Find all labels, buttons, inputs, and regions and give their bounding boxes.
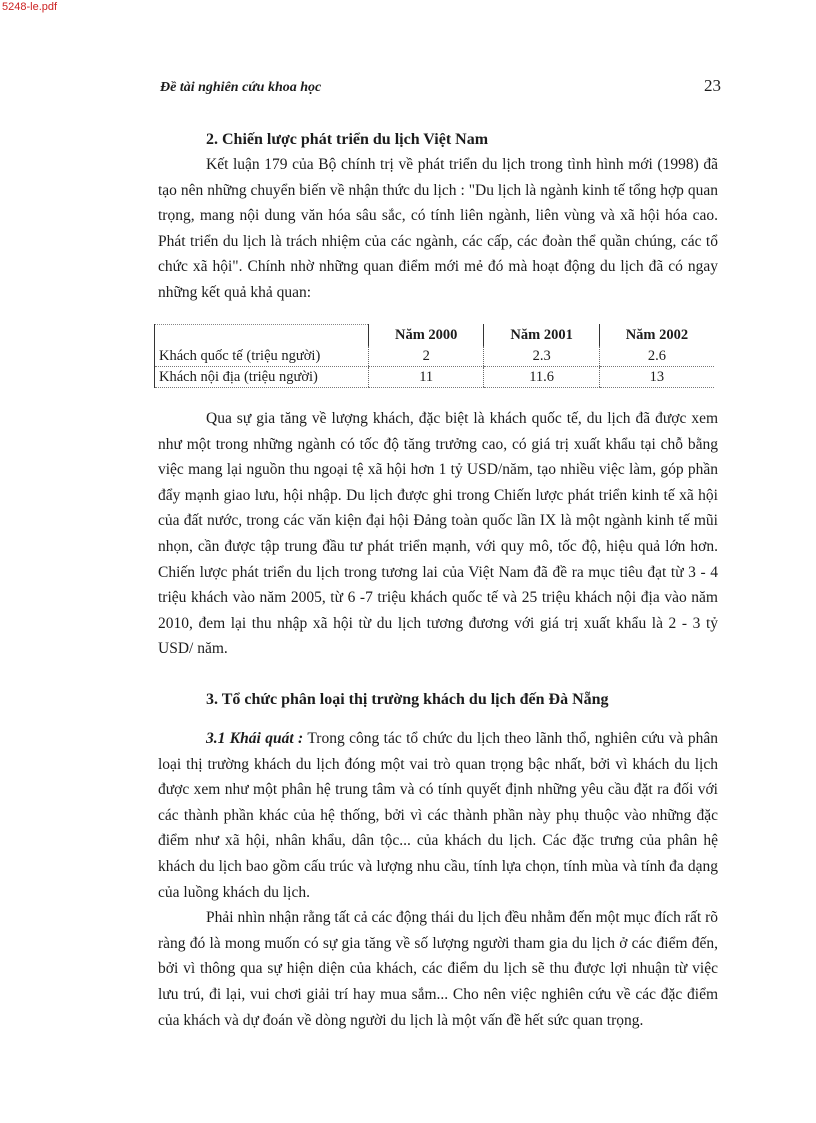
table-row [155, 367, 715, 388]
section-2-paragraph-2: Qua sự gia tăng về lượng khách, đặc biệt là khách quốc tế, du lịch đã được xem như một trong những ngành có tốc độ tăng trưởng cao, có giá trị xuất khẩu tại chỗ bằng việc mang lại nguồn thu ngoại tệ xã hội hơn 1 tỷ USD/năm, tạo nhiều việc làm, góp phần đẩy mạnh giao lưu, hội nhập. Du lịch được ghi trong Chiến lược phát triển kinh tế xã hội của đất nước, trong các văn kiện đại hội Đảng toàn quốc lần IX là một ngành kinh tế mũi nhọn, cần được tập trung đầu tư phát triển mạnh, với quy mô, tốc độ, hiệu quả lớn hơn. Chiến lược phát triển du lịch trong tương lai của Việt Nam đã đề ra mục tiêu đạt từ 3 - 4 triệu khách vào năm 2005, từ 6 -7 triệu khách quốc tế và 25 triệu khách nội địa vào năm 2010, đem lại thu nhập xã hội từ du lịch tương đương với giá trị xuất khẩu là 2 - 3 tỷ USD/ năm. [158, 410, 718, 658]
subsection-lead: 3.1 Khái quát : [206, 730, 304, 747]
section-3-paragraph-1-text: Trong công tác tổ chức du lịch theo lãnh thổ, nghiên cứu và phân loại thị trường khách du lịch đóng một vai trò quan trọng bậc nhất, bởi vì khách du lịch được xem như một phân hệ trung tâm và có tính quyết định những yêu cầu đặt ra đối với các thành phần khác của hệ thống, bởi vì các thành phần này phụ thuộc vào những đặc điểm như xã hội, nhân khẩu, dân tộc... của khách du lịch. Các đặc trưng của phân hệ khách du lịch bao gồm cấu trúc và lượng nhu cầu, tính lựa chọn, tính mùa và tính đa dạng của luồng khách du lịch. [158, 730, 718, 901]
page-number: 23 [704, 76, 721, 95]
table-header-2001: Năm 2001 [484, 324, 599, 346]
section-2-heading: 2. Chiến lược phát triển du lịch Việt Nam [206, 131, 489, 148]
row-label-domestic: Khách nội địa (triệu người) [155, 367, 369, 388]
cell-value: 2 [369, 346, 484, 367]
table-header-2000: Năm 2000 [369, 324, 484, 346]
page-header [160, 76, 721, 96]
cell-value: 11.6 [484, 367, 599, 388]
table-corner [155, 324, 369, 346]
section-2-paragraph-1: Kết luận 179 của Bộ chính trị về phát triển du lịch trong tình hình mới (1998) đã tạo nên những chuyển biến về nhận thức du lịch : "Du lịch là ngành kinh tế tổng hợp quan trọng, mang nội dung văn hóa sâu sắc, có tính liên ngành, liên vùng và xã hội hóa cao. Phát triển du lịch là trách nhiệm của các ngành, các cấp, các đoàn thể quần chúng, các tổ chức xã hội". Chính nhờ những quan điểm mới mẻ đó mà hoạt động du lịch đã có ngay những kết quả khả quan: [158, 156, 718, 301]
section-3-paragraph-1 [158, 726, 718, 905]
cell-value: 2.6 [599, 346, 714, 367]
cell-value: 13 [599, 367, 714, 388]
row-label-international: Khách quốc tế (triệu người) [155, 346, 369, 367]
cell-value: 11 [369, 367, 484, 388]
page-content [158, 128, 718, 1033]
file-label: 5248-le.pdf [2, 1, 58, 13]
table-header-2002: Năm 2002 [599, 324, 714, 346]
section-3-heading: 3. Tổ chức phân loại thị trường khách du lịch đến Đà Nẵng [206, 691, 609, 708]
section-3-paragraph-2: Phải nhìn nhận rằng tất cả các động thái du lịch đều nhằm đến một mục đích rất rõ ràng đó là mong muốn có sự gia tăng về số lượng người tham gia du lịch ở các điểm đến, bởi vì thông qua sự hiện diện của khách, các điểm du lịch sẽ thu được lợi nhuận từ việc lưu trú, đi lại, vui chơi giải trí hay mua sắm... Cho nên việc nghiên cứu về các đặc điểm của khách và dự đoán về dòng người du lịch là một vấn đề hết sức quan trọng. [158, 909, 718, 1029]
table-row [155, 346, 715, 367]
header-title: Đề tài nghiên cứu khoa học [160, 80, 322, 95]
tourism-stats-table [154, 324, 718, 389]
cell-value: 2.3 [484, 346, 599, 367]
